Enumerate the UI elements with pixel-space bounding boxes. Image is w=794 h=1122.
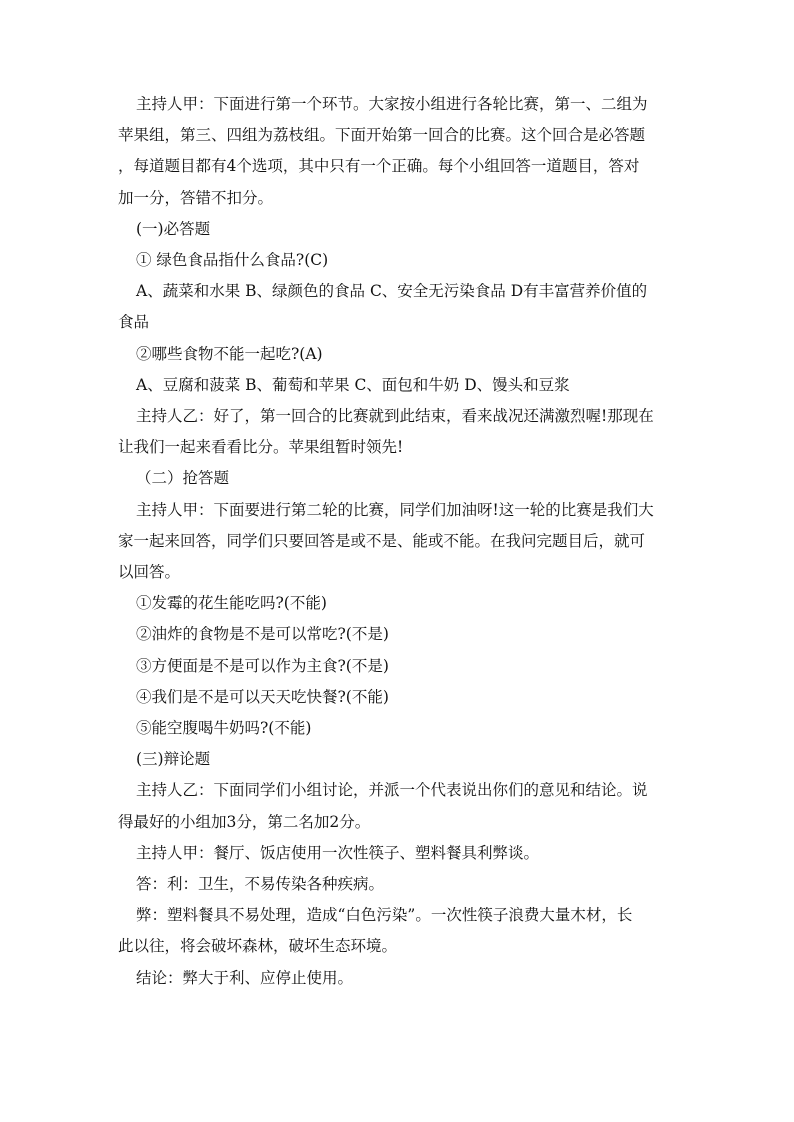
document-body <box>118 89 678 994</box>
section-heading: (三)辩论题 <box>136 750 211 769</box>
paragraph-line: 主持人甲：下面要进行第二轮的比赛，同学们加油呀!这一轮的比赛是我们大 <box>136 500 654 519</box>
section-heading: （二）抢答题 <box>136 469 230 488</box>
paragraph-line: 以回答。 <box>118 563 181 582</box>
paragraph-line: 主持人乙：下面同学们小组讨论，并派一个代表说出你们的意见和结论。说 <box>136 781 648 800</box>
question-item: ① 绿色食品指什么食品?(C) <box>136 251 329 270</box>
section-heading: (一)必答题 <box>136 219 211 238</box>
paragraph-line: 苹果组，第三、四组为荔枝组。下面开始第一回合的比赛。这个回合是必答题 <box>118 126 646 145</box>
answer-options: 食品 <box>118 313 150 332</box>
paragraph-line: 得最好的小组加3分，第二名加2分。 <box>118 812 371 831</box>
paragraph-line: 此以往，将会破坏森林，破坏生态环境。 <box>118 937 398 956</box>
paragraph-line: 主持人甲：下面进行第一个环节。大家按小组进行各轮比赛，第一、二组为 <box>136 95 648 113</box>
paragraph-line: 结论：弊大于利、应停止使用。 <box>136 968 354 987</box>
paragraph-line: 让我们一起来看看比分。苹果组暂时领先! <box>118 438 404 457</box>
question-item: ④我们是不是可以天天吃快餐?(不能) <box>136 687 389 706</box>
question-item: ②哪些食物不能一起吃?(A) <box>136 344 323 363</box>
paragraph-line: ，每道题目都有4个选项，其中只有一个正确。每个小组回答一道题目，答对 <box>118 157 640 176</box>
paragraph-line: 答：利：卫生，不易传染各种疾病。 <box>136 875 385 894</box>
answer-options: A、蔬菜和水果 B、绿颜色的食品 C、安全无污染食品 D有丰富营养价值的 <box>136 282 648 301</box>
paragraph-line: 家一起来回答，同学们只要回答是或不是、能或不能。在我问完题目后，就可 <box>118 531 646 550</box>
question-item: ②油炸的食物是不是可以常吃?(不是) <box>136 625 389 644</box>
question-item: ③方便面是不是可以作为主食?(不是) <box>136 656 389 675</box>
paragraph-line: 加一分，答错不扣分。 <box>118 188 274 207</box>
paragraph-line: 主持人甲：餐厅、饭店使用一次性筷子、塑料餐具利弊谈。 <box>136 843 540 862</box>
paragraph-line: 主持人乙：好了，第一回合的比赛就到此结束，看来战况还满激烈喔!那现在 <box>136 407 654 426</box>
question-item: ⑤能空腹喝牛奶吗?(不能) <box>136 719 312 738</box>
answer-options: A、豆腐和菠菜 B、葡萄和苹果 C、面包和牛奶 D、馒头和豆浆 <box>136 375 570 394</box>
paragraph-line: 弊：塑料餐具不易处理，造成“白色污染”。一次性筷子浪费大量木材，长 <box>136 906 633 925</box>
question-item: ①发霉的花生能吃吗?(不能) <box>136 594 327 613</box>
